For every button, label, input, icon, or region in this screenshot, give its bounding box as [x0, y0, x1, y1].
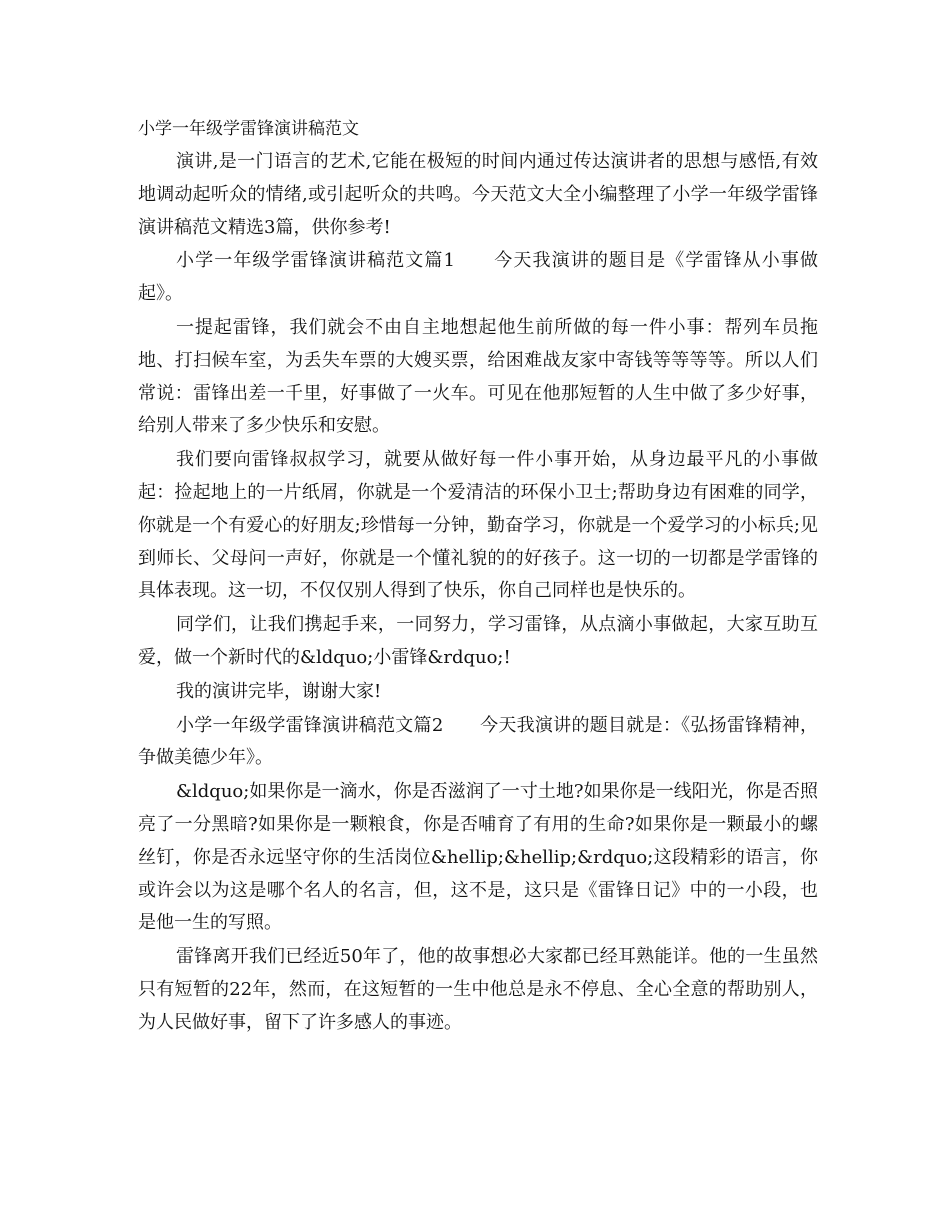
paragraph-speech2-body-1: &ldquo;如果你是一滴水，你是否滋润了一寸土地?如果你是一线阳光，你是否照亮了一分黑暗?如果你是一颗粮食，你是否哺育了有用的生命?如果你是一颗最小的螺丝钉，你是否永远坚守你的生活岗位&hellip;&hellip;&rdquo;这段精彩的语言，你或许会以为这是哪个名人的名言，但，这不是，这只是《雷锋日记》中的一小段，也是他一生的写照。 — [138, 781, 818, 934]
document-page — [138, 114, 818, 1041]
paragraph-speech1-body-1: 一提起雷锋，我们就会不由自主地想起他生前所做的每一件小事：帮列车员拖地、打扫候车室，为丢失车票的大嫂买票，给困难战友家中寄钱等等等等。所以人们常说：雷锋出差一千里，好事做了一火车。可见在他那短暂的人生中做了多少好事，给别人带来了多少快乐和安慰。 — [138, 316, 818, 437]
paragraph-speech2-heading: 小学一年级学雷锋演讲稿范文篇2 今天我演讲的题目就是：《弘扬雷锋精神，争做美德少年》。 — [138, 714, 818, 769]
paragraph-intro: 演讲,是一门语言的艺术,它能在极短的时间内通过传达演讲者的思想与感悟,有效地调动起听众的情绪,或引起听众的共鸣。今天范文大全小编整理了小学一年级学雷锋演讲稿范文精选3篇，供你参考! — [138, 151, 818, 238]
document-title: 小学一年级学雷锋演讲稿范文 — [138, 119, 359, 139]
paragraph-speech1-closing: 我的演讲完毕，谢谢大家! — [176, 680, 382, 702]
paragraph-speech1-body-2: 我们要向雷锋叔叔学习，就要从做好每一件小事开始，从身边最平凡的小事做起：捡起地上的一片纸屑，你就是一个爱清洁的环保小卫士;帮助身边有困难的同学，你就是一个有爱心的好朋友;珍惜每一分钟，勤奋学习，你就是一个爱学习的小标兵;见到师长、父母问一声好，你就是一个懂礼貌的的好孩子。这一切的一切都是学雷锋的具体表现。这一切，不仅仅别人得到了快乐，你自己同样也是快乐的。 — [138, 449, 818, 602]
paragraph-speech2-body-2: 雷锋离开我们已经近50年了，他的故事想必大家都已经耳熟能详。他的一生虽然只有短暂的22年，然而，在这短暂的一生中他总是永不停息、全心全意的帮助别人，为人民做好事，留下了许多感人的事迹。 — [138, 946, 818, 1033]
paragraph-speech1-heading: 小学一年级学雷锋演讲稿范文篇1 今天我演讲的题目是《学雷锋从小事做起》。 — [138, 250, 818, 305]
paragraph-speech1-body-3: 同学们，让我们携起手来，一同努力，学习雷锋，从点滴小事做起，大家互助互爱，做一个新时代的&ldquo;小雷锋&rdquo;! — [138, 614, 818, 668]
